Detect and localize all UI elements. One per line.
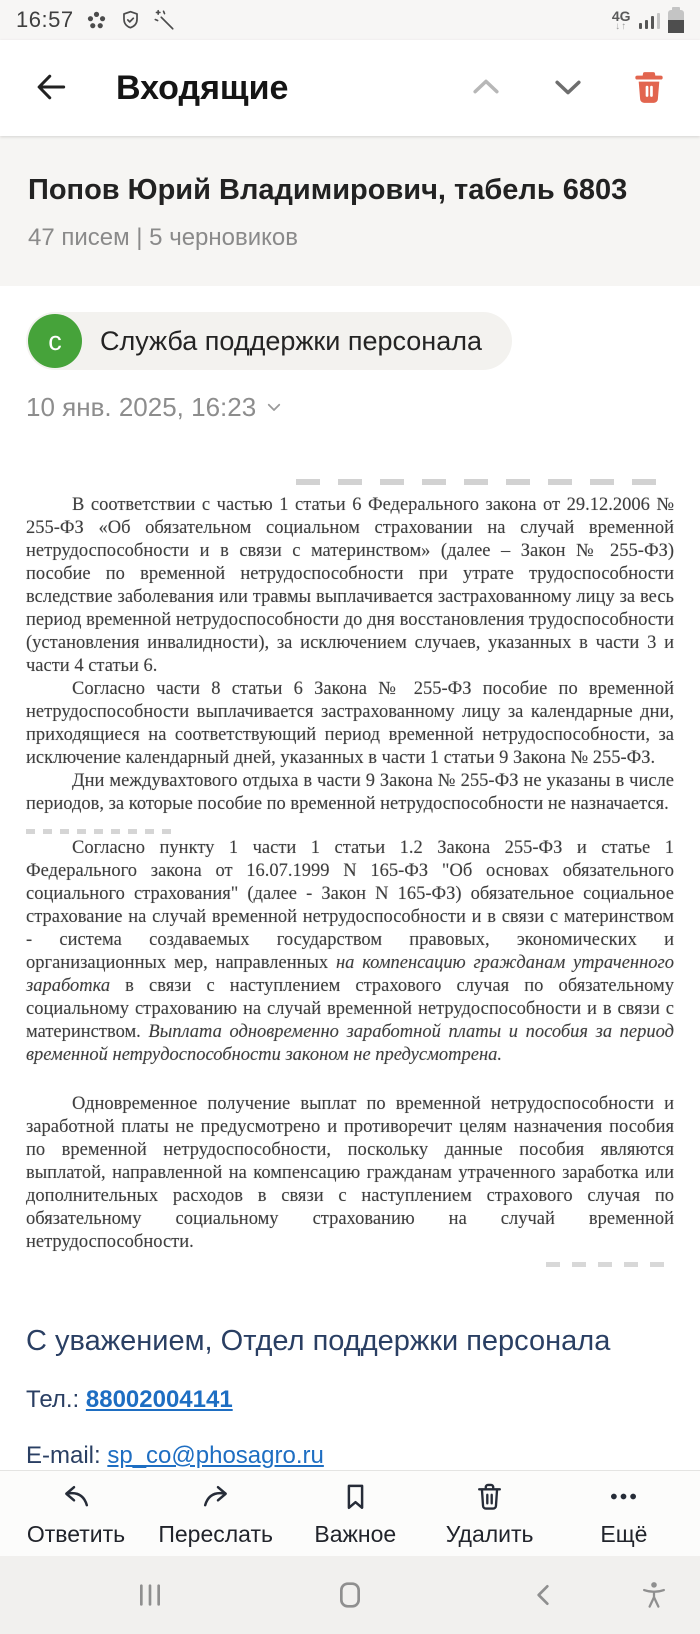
- next-message-button[interactable]: [544, 63, 592, 114]
- system-navigation-bar: [0, 1556, 700, 1634]
- important-label: Важное: [314, 1520, 397, 1547]
- document-paragraph: В соответствии с частью 1 статьи 6 Федерального закона от 29.12.2006 № 255-ФЗ «Об обязательном социальном страховании на случай временной нетрудоспособности и в связи с материнством» (далее – Закон № 255-ФЗ) пособие по временной нетрудоспособности при утрате трудоспособности вследствие заболевания или травмы выплачивается застрахованному лицу за весь период временной нетрудоспособности до дня восстановления трудоспособности (установления инвалидности), за исключением случаев, указанных в части 3 и части 4 статьи 6.: [26, 495, 674, 676]
- scan-artifact: [296, 479, 674, 485]
- phone-link[interactable]: 88002004141: [85, 1386, 233, 1413]
- signature-email-row: [26, 1442, 674, 1470]
- status-time: 16:57: [16, 7, 74, 32]
- back-button[interactable]: [28, 64, 74, 113]
- battery-icon: [668, 7, 684, 33]
- thread-meta: 47 писем | 5 черновиков: [28, 224, 299, 251]
- document-text-italic: Выплата одновременно заработной платы и пособия за период временной нетрудоспособности законом не предусмотрена.: [26, 1022, 674, 1065]
- magic-wand-icon: [153, 9, 176, 32]
- home-icon: [334, 1579, 366, 1611]
- accessibility-icon: [638, 1579, 670, 1611]
- message-date: 10 янв. 2025, 16:23: [26, 392, 257, 422]
- network-type-label: 4G: [611, 7, 631, 24]
- email-body: [0, 286, 700, 1470]
- document-text: Согласно пункту 1 части 1 статьи 1.2 Закона 255-ФЗ и статье 1 Федерального закона от 16.07.1999 N 165-ФЗ "Об основах обязательного социального страхования" (далее - Закон N 165-ФЗ) обязательное социальное страхование на случай временной нетрудоспособности и в связи с материнством - система создаваемых государством правовых, экономических и организационных мер, направленных: [26, 838, 674, 973]
- document-text-italic: на компенсацию гражданам утраченного заработка: [26, 953, 674, 996]
- thread-subject: Попов Юрий Владимирович, табель 6803: [28, 174, 628, 206]
- network-indicator: [612, 9, 631, 32]
- bookmark-icon: [339, 1480, 372, 1516]
- shield-check-icon: [119, 9, 142, 32]
- recents-icon: [134, 1579, 166, 1611]
- forward-button[interactable]: [158, 1480, 273, 1548]
- flower-icon: [85, 9, 108, 32]
- delete-label: Удалить: [445, 1520, 534, 1547]
- trash-icon: [630, 68, 668, 109]
- signature-phone-row: [26, 1386, 674, 1414]
- important-button[interactable]: [303, 1480, 407, 1548]
- accessibility-button[interactable]: [638, 1579, 670, 1611]
- document-paragraph: [26, 837, 674, 1067]
- previous-message-button[interactable]: [462, 63, 510, 114]
- reply-label: Ответить: [26, 1520, 126, 1547]
- document-paragraph: Дни междувахтового отдыха в части 9 Закона № 255-ФЗ не указаны в числе периодов, за которые пособие по временной нетрудоспособности не назначается.: [26, 771, 674, 814]
- more-button[interactable]: [572, 1480, 676, 1548]
- document-scan: [26, 479, 674, 1267]
- reply-icon: [60, 1480, 93, 1516]
- scan-artifact: [546, 1262, 666, 1267]
- document-paragraph: Согласно части 8 статьи 6 Закона № 255-ФЗ пособие по временной нетрудоспособности выплачивается застрахованному лицу за календарные дни, приходящиеся на соответствующий период временной нетрудоспособности, за исключение календарный дней, указанных в части 1 статьи 9 Закона № 255-ФЗ.: [26, 679, 674, 768]
- delete-button[interactable]: [438, 1480, 542, 1548]
- chevron-down-icon: [548, 67, 588, 110]
- app-header: [0, 40, 700, 136]
- home-button[interactable]: [334, 1579, 366, 1611]
- delete-message-button[interactable]: [626, 64, 672, 113]
- more-label: Ещё: [600, 1520, 648, 1547]
- date-chevron-down-icon: [265, 392, 283, 423]
- reply-button[interactable]: [24, 1480, 128, 1548]
- trash-outline-icon: [473, 1480, 506, 1516]
- sender-avatar: с: [28, 314, 82, 368]
- message-date-toggle[interactable]: [26, 392, 283, 423]
- nav-back-button[interactable]: [528, 1579, 560, 1611]
- chevron-up-icon: [466, 67, 506, 110]
- sender-chip[interactable]: [26, 312, 512, 370]
- nav-back-icon: [528, 1579, 560, 1611]
- phone-label: Тел.:: [26, 1386, 86, 1413]
- signature-regards: С уважением, Отдел поддержки персонала: [26, 1325, 611, 1357]
- recents-button[interactable]: [134, 1579, 166, 1611]
- email-signature: [26, 1325, 674, 1470]
- screen-title: Входящие: [116, 68, 289, 107]
- document-text: в связи с наступлением страхового случая по обязательному социальному страхованию на случай временной нетрудоспособности и в связи с материнством.: [26, 976, 674, 1042]
- sender-name: Служба поддержки персонала: [100, 325, 482, 356]
- network-arrows-icon: ↓↑: [615, 20, 628, 32]
- signal-strength-icon: [639, 12, 661, 29]
- more-dots-icon: [607, 1480, 640, 1516]
- email-label: E-mail:: [26, 1442, 108, 1469]
- scan-artifact: [26, 829, 176, 834]
- forward-icon: [199, 1480, 232, 1516]
- email-link[interactable]: sp_co@phosagro.ru: [107, 1442, 324, 1469]
- action-bar: [0, 1470, 700, 1556]
- document-paragraph: Одновременное получение выплат по временной нетрудоспособности и заработной платы не предусмотрено и противоречит целям назначения пособия по временной нетрудоспособности, поскольку данные пособия являются выплатой, направленной на компенсацию гражданам утраченного заработка или дополнительных расходов в связи с наступлением страхового случая по обязательному социальному страхованию на случай временной нетрудоспособности.: [26, 1094, 674, 1252]
- back-arrow-icon: [32, 68, 70, 109]
- forward-label: Переслать: [158, 1520, 273, 1547]
- thread-info: [0, 136, 700, 286]
- status-bar: [0, 0, 700, 40]
